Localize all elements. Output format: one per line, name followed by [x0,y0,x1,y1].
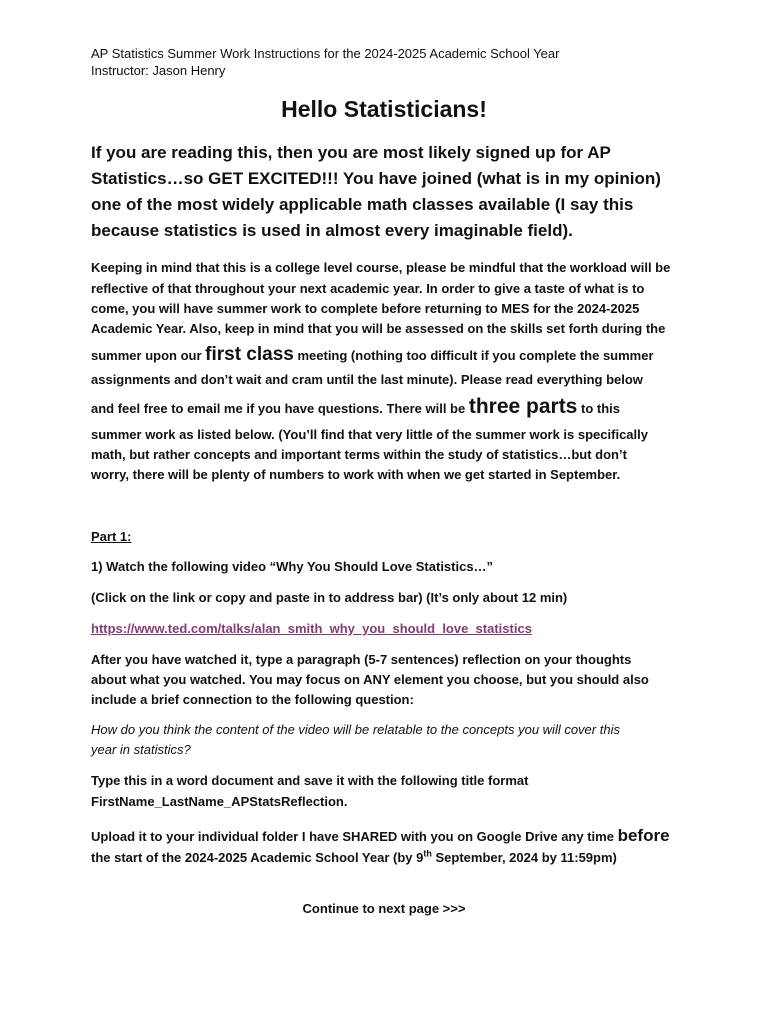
video-link-row [91,621,532,636]
body-line-3: come, you will have summer work to complete before returning to MES for the 2024-2025 [91,301,640,316]
body-line-2: reflective of that throughout your next academic year. In order to give a taste of what is to [91,281,645,296]
body-line-7 [91,395,620,419]
part1-note: (Click on the link or copy and paste in to address bar) (It’s only about 12 min) [91,590,568,605]
type-line-1: Type this in a word document and save it with the following title format [91,773,529,788]
emphasis-first-class: first class [205,344,294,365]
page-title: Hello Statisticians! [281,96,487,122]
ordinal-suffix: th [423,848,432,859]
question-line-2: year in statistics? [91,742,191,757]
body-line-6: assignments and don’t wait and cram until the last minute). Please read everything below [91,372,643,387]
upload-line-1 [91,826,670,846]
upload-line-2-start: the start of the 2024-2025 Academic School Year (by 9 [91,850,424,865]
emphasis-before: before [617,826,670,845]
body-line-8: summer work as listed below. (You’ll find that very little of the summer work is specifically [91,427,648,442]
continue-footer: Continue to next page >>> [302,901,466,916]
upload-line-2-end: September, 2024 by 11:59pm) [431,850,617,865]
question-line-1: How do you think the content of the video will be relatable to the concepts you will cover this [91,722,620,737]
after-line-1: After you have watched it, type a paragraph (5-7 sentences) reflection on your thoughts [91,652,632,667]
body-line-5-end: meeting (nothing too difficult if you complete the summer [293,348,654,363]
body-line-4: Academic Year. Also, keep in mind that you will be assessed on the skills set forth during the [91,321,666,336]
body-line-7-start: and feel free to email me if you have questions. There will be [91,401,469,416]
after-line-2: about what you watched. You may focus on ANY element you choose, but you should also [91,672,649,687]
upload-line-1-start: Upload it to your individual folder I have SHARED with you on Google Drive any time [91,829,618,844]
body-line-5 [91,344,654,366]
body-line-1: Keeping in mind that this is a college level course, please be mindful that the workload will be [91,260,671,275]
body-line-7-end: to this [577,401,620,416]
video-link[interactable]: https://www.ted.com/talks/alan_smith_why_you_should_love_statistics [91,621,532,636]
part1-heading: Part 1: [91,529,132,544]
type-line-2: FirstName_LastName_APStatsReflection. [91,794,348,809]
intro-paragraph: If you are reading this, then you are most likely signed up for AP Statistics…so GET EXCITED!!! You have joined (what is in my opinion) one of the most widely applicable math classes available (I say this because statistics is used in almost every imaginable field). [91,143,661,240]
body-line-5-start: summer upon our [91,348,206,363]
part1-item-1: 1) Watch the following video “Why You Should Love Statistics…” [91,559,494,574]
upload-line-2 [91,850,617,865]
after-line-3: include a brief connection to the following question: [91,692,414,707]
body-line-10: worry, there will be plenty of numbers to work with when we get started in September. [91,467,621,482]
body-line-9: math, but rather concepts and important terms within the study of statistics…but don’t [91,447,627,462]
header-line-2: Instructor: Jason Henry [91,63,226,78]
header-line-1: AP Statistics Summer Work Instructions for the 2024-2025 Academic School Year [91,46,560,61]
emphasis-three-parts: three parts [468,395,578,418]
